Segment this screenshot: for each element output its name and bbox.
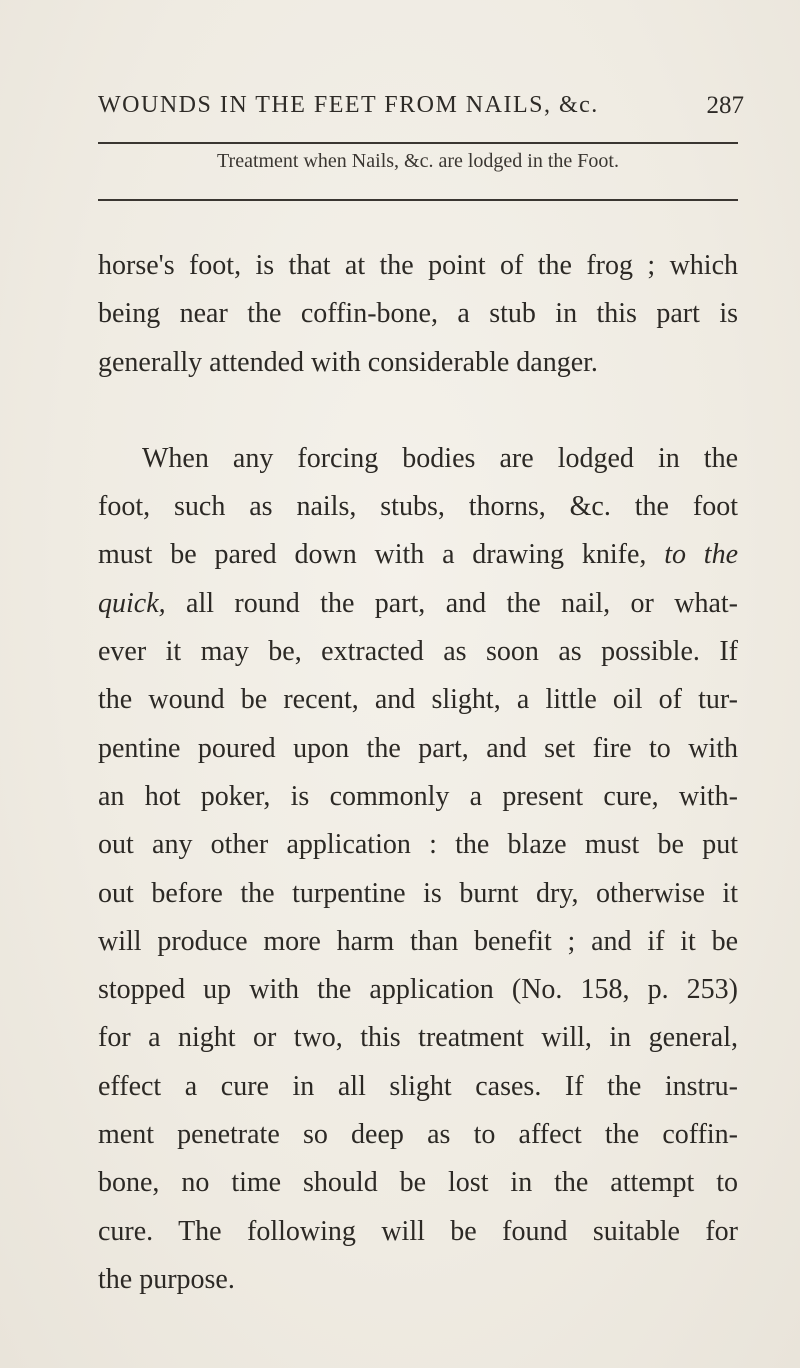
text-line: stopped up with the application (No. 158, p. 253) xyxy=(98,974,738,1006)
text-line: for a night or two, this treatment will, in general, xyxy=(98,1022,738,1054)
section-heading: Treatment when Nails, &c. are lodged in the Foot. xyxy=(217,150,619,172)
text-line: effect a cure in all slight cases. If the instru- xyxy=(98,1070,738,1102)
body-text xyxy=(98,242,738,1304)
italic-phrase: to the xyxy=(664,539,738,571)
text-line: out before the turpentine is burnt dry, otherwise it xyxy=(98,877,738,909)
text-line: out any other application : the blaze must be put xyxy=(98,829,738,861)
paragraph-gap xyxy=(98,387,738,435)
running-head xyxy=(98,92,744,128)
bottom-rule xyxy=(98,199,738,201)
text-line: being near the coffin-bone, a stub in this part is xyxy=(98,298,738,330)
text-line: generally attended with considerable danger. xyxy=(98,346,598,378)
text-line: cure. The following will be found suitable for xyxy=(98,1215,738,1247)
text-line xyxy=(98,531,738,579)
text-line: an hot poker, is commonly a present cure, with- xyxy=(98,780,738,812)
top-rule xyxy=(98,142,738,144)
text-segment: must be pared down with a drawing knife, xyxy=(98,539,647,571)
text-line: ment penetrate so deep as to affect the coffin- xyxy=(98,1119,738,1151)
text-line: horse's foot, is that at the point of the frog ; which xyxy=(98,250,738,281)
text-line: will produce more harm than benefit ; and if it be xyxy=(98,925,738,957)
page-number: 287 xyxy=(706,92,744,119)
italic-phrase: quick, xyxy=(98,587,166,619)
text-line: the purpose. xyxy=(98,1263,235,1295)
text-segment: all round the part, and the nail, or what- xyxy=(186,587,739,619)
text-line: foot, such as nails, stubs, thorns, &c. the foot xyxy=(98,491,738,523)
text-line: the wound be recent, and slight, a little oil of tur- xyxy=(98,684,738,716)
text-line xyxy=(98,580,738,628)
text-line: bone, no time should be lost in the attempt to xyxy=(98,1167,738,1199)
text-line: When any forcing bodies are lodged in the xyxy=(142,442,738,474)
text-line: pentine poured upon the part, and set fire to with xyxy=(98,732,738,764)
running-title: WOUNDS IN THE FEET FROM NAILS, &c. xyxy=(98,92,599,118)
text-line: ever it may be, extracted as soon as possible. If xyxy=(98,636,738,668)
